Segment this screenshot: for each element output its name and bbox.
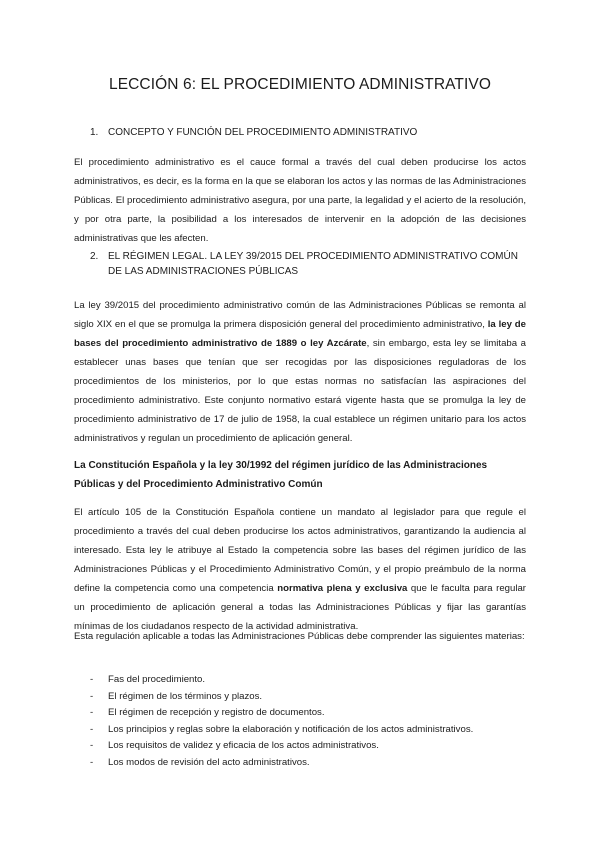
list-item: - Los requisitos de validez y eficacia de los actos administrativos. xyxy=(90,738,530,755)
p2-bold-text: normativa plena y exclusiva xyxy=(277,583,408,594)
section-1-heading xyxy=(90,125,526,140)
list-item: - Los principios y reglas sobre la elaboración y notificación de los actos administrativos. xyxy=(90,722,530,739)
p1-bold-text: la ley de bases del procedimiento administrativo de 1889 o ley Azcárate xyxy=(74,319,526,349)
section-2-heading xyxy=(90,249,526,279)
list-item: - Fas del procedimiento. xyxy=(90,672,530,689)
p2-text-a: El artículo 105 de la Constitución Española contiene un mandato al legislador para que regule el procedimiento a través del cual deben producirse los actos administrativos, garantizando la audiencia al interesado. Esta ley le atribuye al Estado la competencia sobre las bases del régimen jurídico de las Administraciones Públicas y el Procedimiento Administrativo Común, y el propio preámbulo de la norma define la competencia como una competencia xyxy=(74,507,526,594)
section-2-number: 2. xyxy=(90,251,99,262)
section-2-paragraph-2 xyxy=(74,503,526,636)
materias-list xyxy=(90,672,530,771)
list-item: - El régimen de recepción y registro de documentos. xyxy=(90,705,530,722)
p1-text-b: , sin embargo, esta ley se limitaba a establecer unas bases que tenían que ser recogidas por las disposiciones reguladoras de los procedimientos de los ministerios, por lo que estas normas no satisfacían las aspiraciones del procedimiento administrativo. Este conjunto normativo estará vigente hasta que se promulga la ley de procedimiento administrativo de 17 de julio de 1958, la cual establece un régimen unitario para los actos administrativos y regulan un procedimiento de aplicación general. xyxy=(74,338,527,444)
list-item: - El régimen de los términos y plazos. xyxy=(90,689,530,706)
page-title: LECCIÓN 6: EL PROCEDIMIENTO ADMINISTRATIVO xyxy=(108,76,491,93)
section-1-heading-text: CONCEPTO Y FUNCIÓN DEL PROCEDIMIENTO ADMINISTRATIVO xyxy=(108,127,418,138)
section-2-heading-text: EL RÉGIMEN LEGAL. LA LEY 39/2015 DEL PROCEDIMIENTO ADMINISTRATIVO COMÚN DE LAS ADMINISTRACIONES PÚBLICAS xyxy=(108,251,518,277)
section-2-paragraph-1 xyxy=(74,296,526,448)
list-item: - Los modos de revisión del acto administrativos. xyxy=(90,755,530,772)
section-2-subheading: La Constitución Española y la ley 30/1992 del régimen jurídico de las Administraciones Públicas y del Procedimiento Administrativo Común xyxy=(74,460,488,490)
p2-text-b: que le faculta para regular un procedimiento de aplicación general a todas las Administraciones Públicas y fijar las garantías mínimas de los ciudadanos respecto de la actividad administrativa. xyxy=(74,583,526,632)
p1-text-a: La ley 39/2015 del procedimiento administrativo común de las Administraciones Públicas se remonta al siglo XIX en el que se promulga la primera disposición general del procedimiento administrativo, xyxy=(74,300,526,330)
section-2-paragraph-3: Esta regulación aplicable a todas las Administraciones Públicas debe comprender las siguientes materias: xyxy=(74,631,525,642)
section-1-number: 1. xyxy=(90,127,99,138)
section-1-paragraph: El procedimiento administrativo es el cauce formal a través del cual deben producirse los actos administrativos, es decir, es la forma en la que se elaboran los actos y las normas de las Administraciones Públicas. El procedimiento administrativo asegura, por una parte, la legalidad y el acierto de la resolución, y por otra parte, la posibilidad a los interesados de intervenir en la adopción de las decisiones administrativas que les afecten. xyxy=(74,157,526,244)
